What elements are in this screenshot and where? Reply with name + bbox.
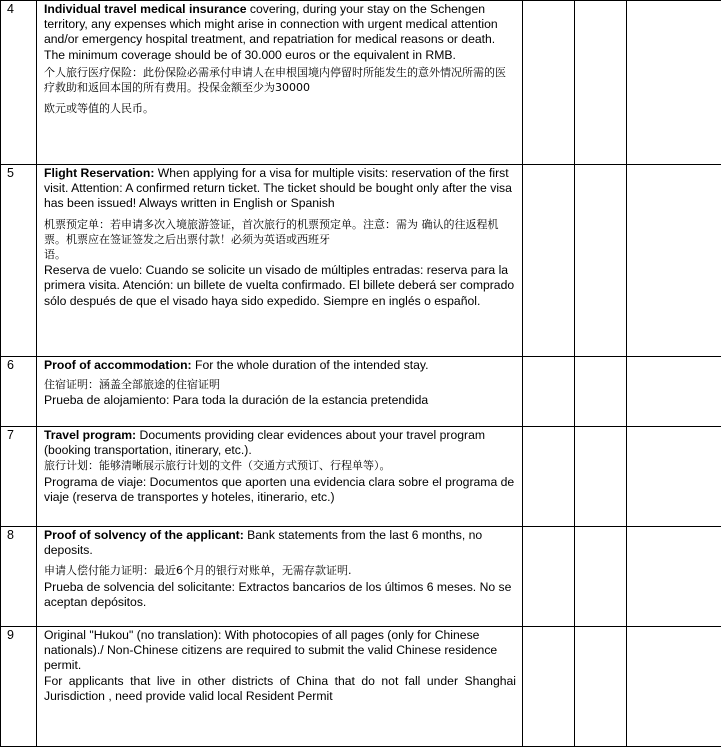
check-cell [575, 165, 627, 357]
chinese-text: 住宿证明：涵盖全部旅途的住宿证明 [44, 377, 516, 392]
table-row [1, 527, 721, 627]
english-text: Individual travel medical insurance covering, during your stay on the Schengen territory, any expenses which might arise in connection with urgent medical attention and/or emergency hospital treatment, and repatriation for medical reasons or death. The minimum coverage should be of 30.000 euros or the equivalent in RMB. [44, 2, 516, 63]
row-number: 7 [1, 427, 37, 527]
requirement-title: Proof of solvency of the applicant: [44, 528, 244, 542]
row-number: 8 [1, 527, 37, 627]
chinese-text: 个人旅行医疗保险：此份保险必需承付申请人在申根国境内停留时所能发生的意外情况所需的医疗救助和返回本国的所有费用。投保金额至少为30000 [44, 65, 516, 95]
spanish-text: Reserva de vuelo: Cuando se solicite un visado de múltiples entradas: reserva para la primera visita. Atención: un billete de vuelta confirmado. El billete deberá ser comprado sólo después de que el visado haya sido expedido. Siempre en inglés o español. [44, 263, 516, 309]
row-number: 4 [1, 1, 37, 165]
row-number: 5 [1, 165, 37, 357]
check-cell [523, 627, 575, 747]
chinese-text-continued: 语。 [44, 247, 516, 262]
table-row [1, 427, 721, 527]
remarks-cell [627, 357, 721, 427]
check-cell [523, 357, 575, 427]
english-text: Original "Hukou" (no translation): With photocopies of all pages (only for Chinese nationals)./ Non-Chinese citizens are required to submit the valid Chinese residence permit. [44, 628, 516, 674]
chinese-text: 申请人偿付能力证明：最近6个月的银行对账单，无需存款证明. [44, 563, 516, 578]
chinese-text-continued: 欧元或等值的人民币。 [44, 101, 516, 116]
english-text: Proof of accommodation: For the whole duration of the intended stay. [44, 358, 516, 373]
requirement-description [37, 357, 523, 427]
table-row [1, 165, 721, 357]
remarks-cell [627, 427, 721, 527]
requirement-description [37, 427, 523, 527]
requirement-description [37, 1, 523, 165]
check-cell [523, 527, 575, 627]
requirement-description [37, 627, 523, 747]
check-cell [523, 1, 575, 165]
remarks-cell [627, 627, 721, 747]
spanish-text: Programa de viaje: Documentos que aporten una evidencia clara sobre el programa de viaje (reserva de transportes y hoteles, itinerario, etc.) [44, 475, 516, 505]
requirement-title: Flight Reservation: [44, 166, 154, 180]
remarks-cell [627, 1, 721, 165]
check-cell [575, 527, 627, 627]
table-row [1, 627, 721, 747]
english-text: Proof of solvency of the applicant: Bank statements from the last 6 months, no deposits. [44, 528, 516, 558]
requirement-title: Travel program: [44, 428, 136, 442]
chinese-text: 机票预定单：若申请多次入境旅游签证，首次旅行的机票预定单。注意：需为 确认的往返程机票。机票应在签证签发之后出票付款！必须为英语或西班牙 [44, 217, 516, 247]
spanish-text: Prueba de alojamiento: Para toda la duración de la estancia pretendida [44, 393, 516, 408]
check-cell [575, 357, 627, 427]
remarks-cell [627, 165, 721, 357]
table-row [1, 1, 721, 165]
remarks-cell [627, 527, 721, 627]
check-cell [523, 427, 575, 527]
english-text: Flight Reservation: When applying for a visa for multiple visits: reservation of the first visit. Attention: A confirmed return ticket. The ticket should be bought only after the visa has been issued! Always written in English or Spanish [44, 166, 516, 212]
check-cell [575, 427, 627, 527]
requirement-description [37, 165, 523, 357]
english-text: Travel program: Documents providing clear evidences about your travel program (booking transportation, itinerary, etc.). [44, 428, 516, 458]
row-number: 9 [1, 627, 37, 747]
chinese-text: 旅行计划：能够清晰展示旅行计划的文件（交通方式预订、行程单等）。 [44, 458, 516, 473]
english-text-continued: For applicants that live in other districts of China that do not fall under Shanghai Jurisdiction , need provide valid local Resident Permit [44, 674, 516, 704]
check-cell [523, 165, 575, 357]
spanish-text: Prueba de solvencia del solicitante: Extractos bancarios de los últimos 6 meses. No se aceptan depósitos. [44, 580, 516, 610]
check-cell [575, 1, 627, 165]
requirement-description [37, 527, 523, 627]
table-row [1, 357, 721, 427]
check-cell [575, 627, 627, 747]
row-number: 6 [1, 357, 37, 427]
requirement-title: Proof of accommodation: [44, 358, 192, 372]
requirement-title: Individual travel medical insurance [44, 2, 247, 16]
